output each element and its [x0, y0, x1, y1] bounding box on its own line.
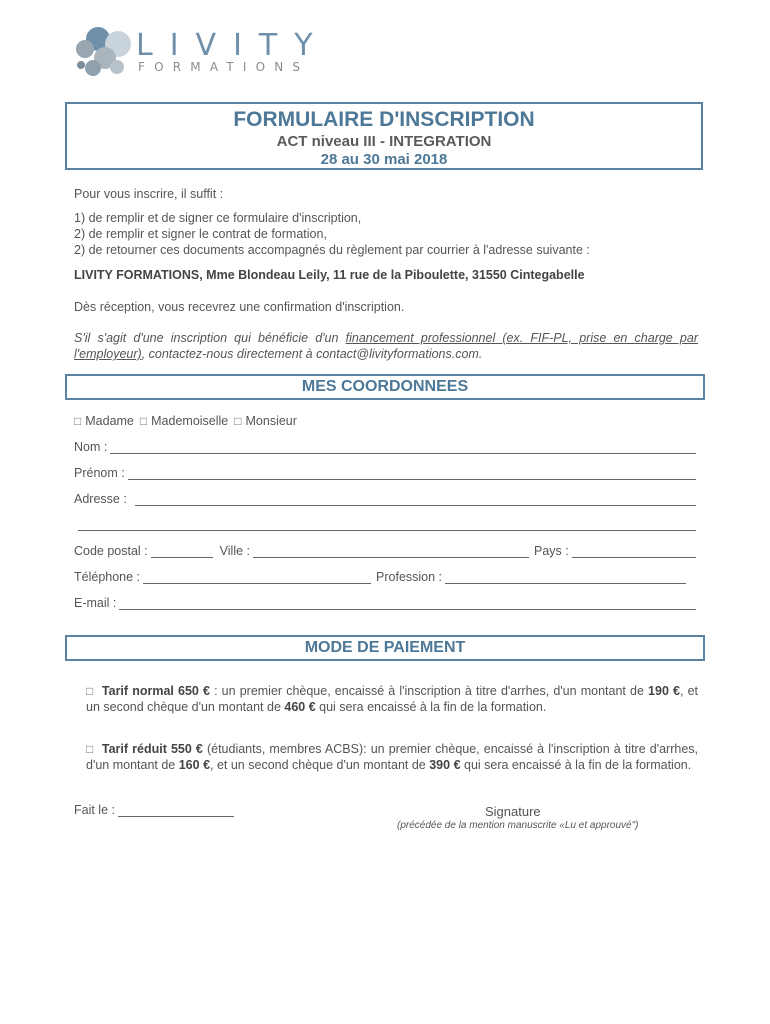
checkbox-icon: □ [139, 414, 148, 428]
adresse-row-2 [74, 518, 696, 531]
code-postal-field[interactable] [151, 545, 213, 558]
tarif-normal-label: Tarif normal 650 € [101, 684, 210, 698]
label-mademoiselle: Mademoiselle [151, 414, 229, 428]
civility-row [74, 414, 696, 428]
ville-label: Ville : [219, 544, 251, 558]
funding-pre: S'il s'agit d'une inscription qui bénéficie d'un [74, 331, 346, 345]
email-field[interactable] [119, 597, 696, 610]
logo [72, 24, 332, 80]
fait-le-label: Fait le : [74, 803, 115, 817]
tarif-normal-text-2: , et un second chèque d'un montant de [86, 684, 699, 714]
adresse-label: Adresse : [74, 492, 127, 506]
course-date: 28 au 30 mai 2018 [320, 151, 448, 168]
city-row [74, 544, 696, 558]
telephone-field[interactable] [143, 571, 371, 584]
adresse-field-2[interactable] [78, 518, 696, 531]
prenom-field[interactable] [128, 467, 696, 480]
funding-paragraph [74, 330, 698, 362]
form-title: FORMULAIRE D'INSCRIPTION [233, 108, 535, 131]
fait-le-row [74, 803, 234, 817]
intro-step-3: 2) de retourner ces documents accompagnés du règlement par courrier à l'adresse suivante : [74, 243, 590, 257]
logo-sub-text: FORMATIONS [138, 60, 310, 74]
pays-field[interactable] [572, 545, 696, 558]
tarif-normal-amount-2: 460 € [284, 700, 316, 714]
checkbox-icon: □ [86, 742, 94, 756]
pays-label: Pays : [534, 544, 569, 558]
checkbox-monsieur[interactable] [234, 414, 297, 428]
tarif-normal-text-3: qui sera encaissé à la fin de la formation. [315, 700, 547, 714]
code-postal-label: Code postal : [74, 544, 148, 558]
profession-label: Profession : [376, 570, 443, 584]
ville-field[interactable] [253, 545, 529, 558]
intro-step-1: 1) de remplir et de signer ce formulaire d'inscription, [74, 211, 362, 225]
nom-row [74, 440, 696, 454]
intro-lead: Pour vous inscrire, il suffit : [74, 187, 224, 201]
section-paiement: MODE DE PAIEMENT [65, 635, 705, 661]
nom-label: Nom : [74, 440, 108, 454]
section-coordonnees: MES COORDONNEES [65, 374, 705, 400]
email-row [74, 596, 696, 610]
prenom-row [74, 466, 696, 480]
funding-post: , contactez-nous directement à contact@livityformations.com. [141, 347, 483, 361]
adresse-row [74, 492, 696, 506]
intro-step-2: 2) de remplir et signer le contrat de formation, [74, 227, 327, 241]
logo-bubbles-icon [72, 24, 136, 80]
prenom-label: Prénom : [74, 466, 125, 480]
checkbox-icon: □ [86, 684, 94, 698]
signature-note: (précédée de la mention manuscrite «Lu et approuvé") [397, 820, 639, 831]
tarif-reduit-label: Tarif réduit 550 € [101, 742, 203, 756]
fait-le-field[interactable] [118, 804, 234, 817]
checkbox-mademoiselle[interactable] [140, 414, 228, 428]
logo-main-text: LIVITY [136, 28, 330, 63]
tarif-reduit-text-2: , et un second chèque d'un montant de [210, 758, 430, 772]
tarif-reduit-amount-1: 160 € [178, 758, 211, 772]
signature-label: Signature [485, 804, 541, 819]
tarif-normal-text: : un premier chèque, encaissé à l'inscription à titre d'arrhes, d'un montant de [209, 684, 649, 698]
title-box [65, 102, 703, 170]
checkbox-icon: □ [74, 414, 82, 428]
phone-row [74, 570, 686, 584]
nom-field[interactable] [110, 441, 696, 454]
telephone-label: Téléphone : [74, 570, 141, 584]
tarif-reduit-text: (étudiants, membres ACBS): un premier chèque, encaissé à l'inscription à titre d'arrhes, d'un montant de [86, 742, 698, 772]
tarif-reduit-text-3: qui sera encaissé à la fin de la formation. [460, 758, 692, 772]
postal-address: LIVITY FORMATIONS, Mme Blondeau Leily, 11 rue de la Piboulette, 31550 Cintegabelle [74, 268, 585, 282]
label-monsieur: Monsieur [245, 414, 297, 428]
checkbox-icon: □ [234, 414, 242, 428]
adresse-field[interactable] [135, 493, 696, 506]
profession-field[interactable] [445, 571, 686, 584]
confirmation-text: Dès réception, vous recevrez une confirmation d'inscription. [74, 300, 405, 314]
funding-link[interactable]: financement professionnel (ex. FIF-PL, prise en charge par l'employeur) [74, 331, 698, 361]
tarif-reduit-option[interactable] [86, 741, 698, 773]
tarif-normal-amount-1: 190 € [648, 684, 680, 698]
email-label: E-mail : [74, 596, 117, 610]
tarif-normal-option[interactable] [86, 683, 698, 715]
checkbox-madame[interactable] [74, 414, 134, 428]
tarif-reduit-amount-2: 390 € [429, 758, 461, 772]
course-name: ACT niveau III - INTEGRATION [276, 133, 492, 150]
label-madame: Madame [85, 414, 134, 428]
